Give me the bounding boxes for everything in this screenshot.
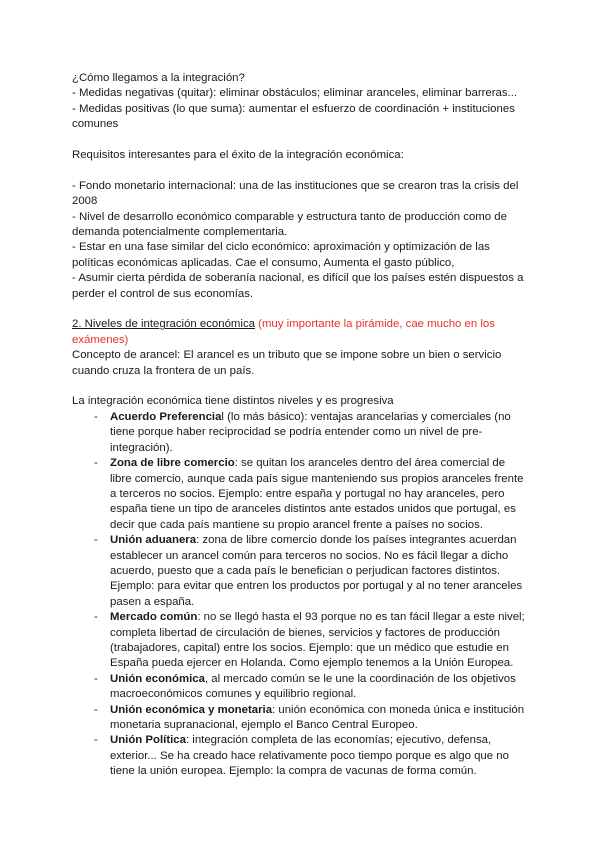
level-term-rest: l xyxy=(221,410,224,423)
list-item xyxy=(72,533,528,610)
spacer xyxy=(72,163,528,178)
requirements-heading: Requisitos interesantes para el éxito de la integración económica: xyxy=(72,149,404,162)
spacer xyxy=(72,133,528,148)
section-title: 2. Niveles de integración económica xyxy=(72,318,255,331)
level-term: Unión aduanera xyxy=(110,534,197,547)
level-text: : se quitan los aranceles dentro del área comercial de libre comercio, aunque cada país sigue manteniendo sus propios aranceles frente a terceros no socios. Ejemplo: entre españa y portugal no hay aranceles, pero españa tiene un tipo de aranceles distintos ante estados unidos que portugal, es decir que cada país mantiene su propio arancel frente a países no socios. xyxy=(110,457,524,531)
requirement-item: - Asumir cierta pérdida de soberanía nacional, es difícil que los países estén dispuestos a perder el control de sus economías. xyxy=(72,272,524,300)
list-item xyxy=(72,610,528,672)
level-text: : zona de libre comercio donde los países integrantes acuerdan establecer un arancel común para terceros no socios. No es fácil llegar a dicho acuerdo, puesto que a cada país le benefician o perjudican factores distintos. Ejemplo: para evitar que entren los productos por portugal y al no tener aranceles pasen a españa. xyxy=(110,534,523,608)
list-item xyxy=(72,410,528,456)
requirement-item: - Estar en una fase similar del ciclo económico: aproximación y optimización de las políticas económicas aplicadas. Cae el consumo, Aumenta el gasto público, xyxy=(72,241,490,269)
list-item xyxy=(72,703,528,734)
level-text: : no se llegó hasta el 93 porque no es tan fácil llegar a este nivel; completa libertad de circulación de bienes, servicios y factores de producción (trabajadores, capital) entre los socios. Ejemplo: que un médico que estudie en España pueda ejercer en Holanda. Como ejemplo tenemos a la Unión Europea. xyxy=(110,611,525,670)
level-term: Acuerdo Preferencia xyxy=(110,410,222,423)
level-text: : unión económica con moneda única e institución monetaria supranacional, ejemplo el Banco Central Europeo. xyxy=(110,703,525,731)
requirement-item: - Fondo monetario internacional: una de las instituciones que se crearon tras la crisis del 2008 xyxy=(72,179,519,208)
requirement-item: - Nivel de desarrollo económico comparable y estructura tanto de producción como de demanda potencialmente complementaria. xyxy=(72,210,507,239)
level-term: Mercado común xyxy=(110,611,198,624)
level-term: Zona de libre comercio xyxy=(110,457,235,470)
level-text: , al mercado común se le une la coordinación de los objetivos macroeconómicos comunes y equilibrio regional. xyxy=(110,672,516,701)
list-item xyxy=(72,672,528,703)
section-note: (muy importante la pirámide, cae mucho en los exámenes) xyxy=(72,318,495,346)
section-heading xyxy=(72,317,528,348)
level-text: : integración completa de las economías; ejecutivo, defensa, exterior... Se ha creado hace relativamente poco tiempo porque es algo que no tiene la unión europea. Ejemplo: la compra de vacunas de forma común. xyxy=(110,734,509,778)
levels-lead: La integración económica tiene distintos niveles y es progresiva xyxy=(72,395,394,408)
integration-question: ¿Cómo llegamos a la integración? xyxy=(72,72,245,84)
spacer xyxy=(72,302,528,317)
tariff-concept: Concepto de arancel: El arancel es un tributo que se impone sobre un bien o servicio cuando cruza la frontera de un país. xyxy=(72,349,502,377)
level-term: Unión Política xyxy=(110,734,186,747)
integration-levels-list xyxy=(72,410,528,780)
document-page xyxy=(72,71,528,780)
list-item xyxy=(72,456,528,533)
level-term: Unión económica xyxy=(110,672,205,685)
level-term: Unión económica y monetaria xyxy=(110,703,273,716)
level-text: (lo más básico): ventajas arancelarias y comerciales (no tiene porque haber reciprocidad se podría entender como un nivel de pre-integración). xyxy=(110,410,511,454)
negative-measures: - Medidas negativas (quitar): eliminar obstáculos; eliminar aranceles, eliminar barreras... xyxy=(72,87,518,100)
list-item xyxy=(72,733,528,779)
positive-measures: - Medidas positivas (lo que suma): aumentar el esfuerzo de coordinación + instituciones comunes xyxy=(72,102,515,131)
spacer xyxy=(72,379,528,394)
